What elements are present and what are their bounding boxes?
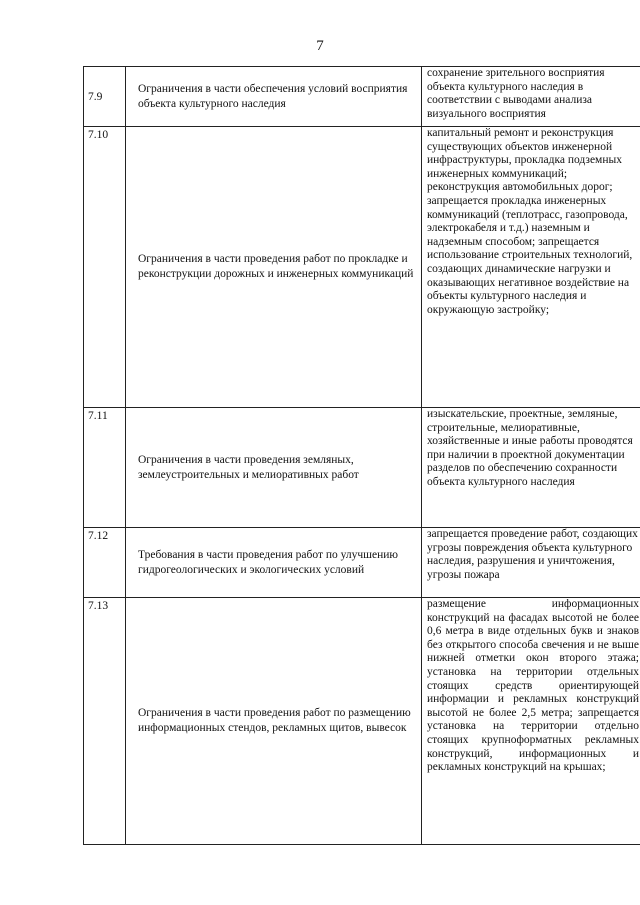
row-title: Требования в части проведения работ по улучшению гидрогеологических и экологических условий [126,528,422,598]
table-row [84,67,640,127]
table-row [84,127,640,408]
restrictions-table [83,66,640,845]
page-number: 7 [316,38,324,54]
row-number: 7.11 [84,408,126,528]
row-description: капитальный ремонт и реконструкция существующих объектов инженерной инфраструктуры, прокладка подземных инженерных коммуникаций; реконструкция автомобильных дорог; запрещается прокладка инженерных коммуникаций (теплотрасс, газопровода, электрокабеля и т.д.) наземным и надземным способом; запрещается использование строительных технологий, создающих динамические нагрузки и оказывающих негативное воздействие на объекты культурного наследия и окружающую застройку; [422,127,640,408]
table-row [84,408,640,528]
row-title: Ограничения в части проведения работ по прокладке и реконструкции дорожных и инженерных коммуникаций [126,127,422,408]
row-title: Ограничения в части обеспечения условий восприятия объекта культурного наследия [126,67,422,127]
row-number: 7.9 [84,67,126,127]
row-number: 7.10 [84,127,126,408]
row-description: изыскательские, проектные, земляные, строительные, мелиоративные, хозяйственные и иные работы проводятся при наличии в проектной документации разделов по обеспечению сохранности объекта культурного наследия [422,408,640,528]
row-title: Ограничения в части проведения работ по размещению информационных стендов, рекламных щитов, вывесок [126,598,422,845]
table-row [84,598,640,845]
row-description: запрещается проведение работ, создающих угрозы повреждения объекта культурного наследия, разрушения и уничтожения, угрозы пожара [422,528,640,598]
row-number: 7.12 [84,528,126,598]
row-number: 7.13 [84,598,126,845]
row-description: сохранение зрительного восприятия объекта культурного наследия в соответствии с выводами анализа визуального восприятия [422,67,640,127]
table-row [84,528,640,598]
row-title: Ограничения в части проведения земляных, землеустроительных и мелиоративных работ [126,408,422,528]
row-description: размещение информационных конструкций на фасадах высотой не более 0,6 метра в виде отдельных букв и знаков без открытого способа свечения и не выше нижней отметки окон второго этажа; установка на территории отдельных стоящих средств ориентирующей информации и рекламных конструкций высотой не более 2,5 метра; запрещается установка на территории отдельно стоящих крупноформатных рекламных конструкций, информационных и рекламных конструкций на крышах; [422,598,640,845]
